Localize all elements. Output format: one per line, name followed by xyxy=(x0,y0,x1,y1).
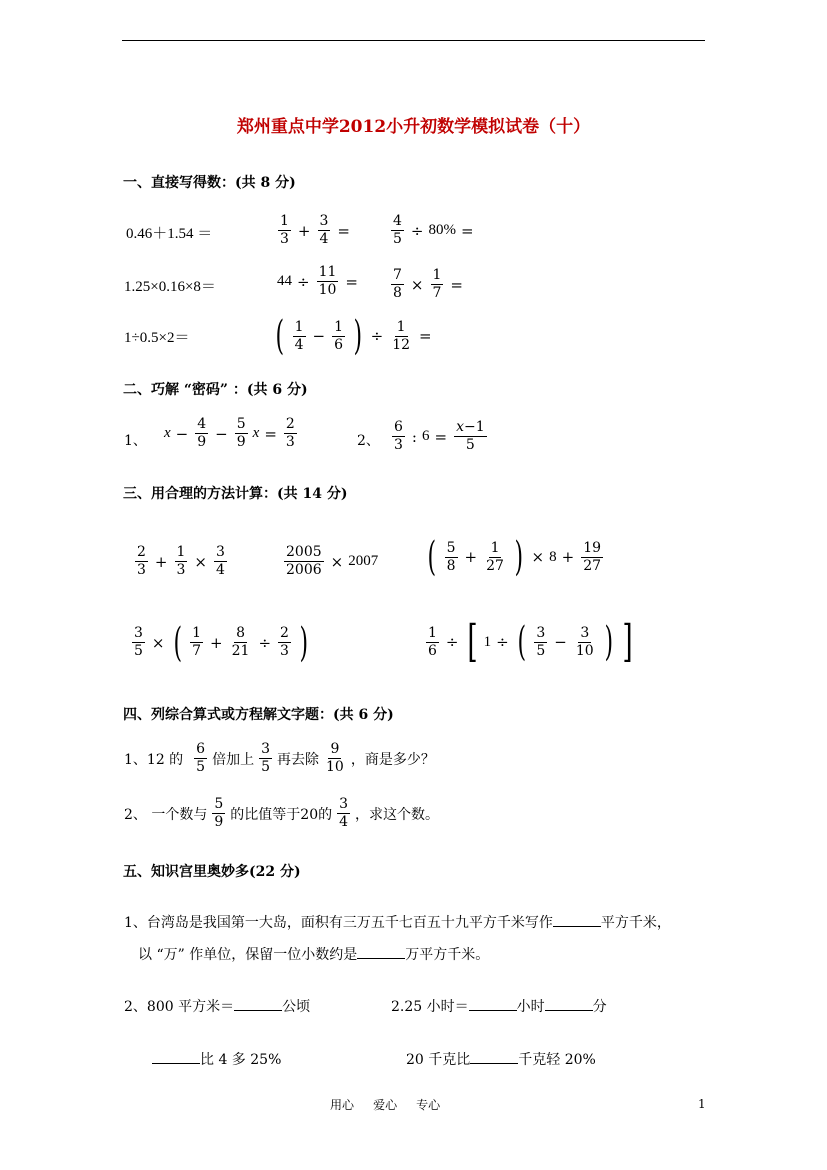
problem-6: $\frac{7}{8}$ × $\frac{1}{7}$ = xyxy=(393,267,463,301)
wp2-part-a: 2、 一个数与 xyxy=(124,806,208,823)
answer-blank[interactable] xyxy=(469,996,517,1011)
answer-blank[interactable] xyxy=(470,1049,518,1064)
answer-blank[interactable] xyxy=(545,996,593,1011)
problem-7: 1÷0.5×2＝ xyxy=(124,330,190,346)
equation-2: $\frac{6}{3}$ : 6 = $\frac{x-1}{5}$ xyxy=(394,419,485,453)
q2a-text-1: 2、800 平方米＝ xyxy=(124,999,235,1015)
calc-1: $\frac{2}{3}$ + $\frac{1}{3}$ × $\frac{3}{4}$ xyxy=(137,544,225,578)
q1-line1-text-b: 平方千米， xyxy=(600,915,671,931)
section-5-heading: 五、知识宫里奥妙多(22 分) xyxy=(123,864,301,880)
item-label-2: 2、 xyxy=(357,433,380,449)
fill-question-2b xyxy=(391,996,607,1016)
header-rule xyxy=(122,40,705,41)
percent-value: 80% xyxy=(428,222,456,238)
section-1-heading: 一、直接写得数：(共 8 分) xyxy=(123,175,296,191)
q2a-text-2: 公顷 xyxy=(282,999,311,1015)
wp1-part-a: 1、12 的 xyxy=(124,751,184,768)
problem-5: 44 ÷ $\frac{11}{10}$ = xyxy=(277,264,358,298)
q1-line2-text-b: 万平方千米。 xyxy=(405,947,490,963)
wp1-part-d: ，商是多少？ xyxy=(350,751,435,768)
q2b-text-1: 2.25 小时＝ xyxy=(391,999,469,1015)
fill-question-2c xyxy=(152,1049,281,1069)
section-2-heading: 二、巧解 “密码” ：(共 6 分) xyxy=(123,382,308,398)
word-problem-1: 1、12 的 $\frac{6}{5}$ 倍加上 $\frac{3}{5}$ 再去除 $\frac{9}{10}$ ，商是多少？ xyxy=(124,741,435,775)
problem-4: 1.25×0.16×8＝ xyxy=(124,279,216,295)
q2d-text-2: 千克轻 20% xyxy=(518,1052,596,1068)
wp2-part-c: ，求这个数。 xyxy=(355,806,440,823)
calc-4: $\frac{3}{5}$ × ( $\frac{1}{7}$ + $\frac{8}{21}$ ÷ $\frac{2}{3}$ ) xyxy=(134,619,309,666)
page-number: 1 xyxy=(698,1097,706,1111)
wp1-part-b: 倍加上 xyxy=(212,751,255,768)
fill-question-1-line-1 xyxy=(124,912,671,932)
answer-blank[interactable] xyxy=(553,912,601,927)
calc-5: $\frac{1}{6}$ ÷ [ 1 ÷ ( $\frac{3}{5}$ − $\frac{3}{10}$ ) ] xyxy=(428,616,634,667)
page-title: 郑州重点中学2012小升初数学模拟试卷（十） xyxy=(236,117,591,137)
answer-blank[interactable] xyxy=(357,944,405,959)
problem-2: $\frac{1}{3}$ + $\frac{3}{4}$ = xyxy=(280,213,350,247)
wp2-part-b: 的比值等于20的 xyxy=(230,806,333,823)
q2c-text: 比 4 多 25% xyxy=(200,1052,282,1068)
q2d-text-1: 20 千克比 xyxy=(406,1052,471,1068)
q1-line2-text-a: 以 “万” 作单位，保留一位小数约是 xyxy=(138,947,358,963)
problem-3: $\frac{4}{5}$ ÷ 80% = xyxy=(393,213,474,247)
problem-1: 0.46＋1.54 ＝ xyxy=(126,226,213,242)
fill-question-2a xyxy=(124,996,310,1016)
q2b-text-3: 分 xyxy=(592,999,607,1015)
answer-blank[interactable] xyxy=(234,996,282,1011)
calc-3: ( $\frac{5}{8}$ + $\frac{1}{27}$ ) × 8 + $\frac{19}{27}$ xyxy=(427,534,602,580)
section-4-heading: 四、列综合算式或方程解文字题：(共 6 分) xyxy=(123,707,394,723)
footer-motto: 用心 爱心 专心 xyxy=(330,1098,441,1112)
fill-question-1-line-2 xyxy=(138,944,489,964)
q1-line1-text-a: 1、台湾岛是我国第一大岛，面积有三万五千七百五十九平方千米写作 xyxy=(124,915,553,931)
word-problem-2: 2、 一个数与 $\frac{5}{9}$ 的比值等于20的 $\frac{3}{4}$ ，求这个数。 xyxy=(124,796,440,830)
q2b-text-2: 小时 xyxy=(516,999,545,1015)
item-label-1: 1、 xyxy=(124,433,147,449)
wp1-part-c: 再去除 xyxy=(277,751,320,768)
calc-2: $\frac{2005}{2006}$ × 2007 xyxy=(286,544,379,578)
number-44: 44 xyxy=(277,273,292,289)
problem-8: ( $\frac{1}{4}$ − $\frac{1}{6}$ ) ÷ $\frac{1}{12}$ = xyxy=(275,313,432,359)
equation-1: x − $\frac{4}{9}$ − $\frac{5}{9}$ x = $\frac{2}{3}$ xyxy=(164,416,295,450)
answer-blank[interactable] xyxy=(152,1049,200,1064)
section-3-heading: 三、用合理的方法计算：(共 14 分) xyxy=(123,486,348,502)
fill-question-2d xyxy=(406,1049,596,1069)
